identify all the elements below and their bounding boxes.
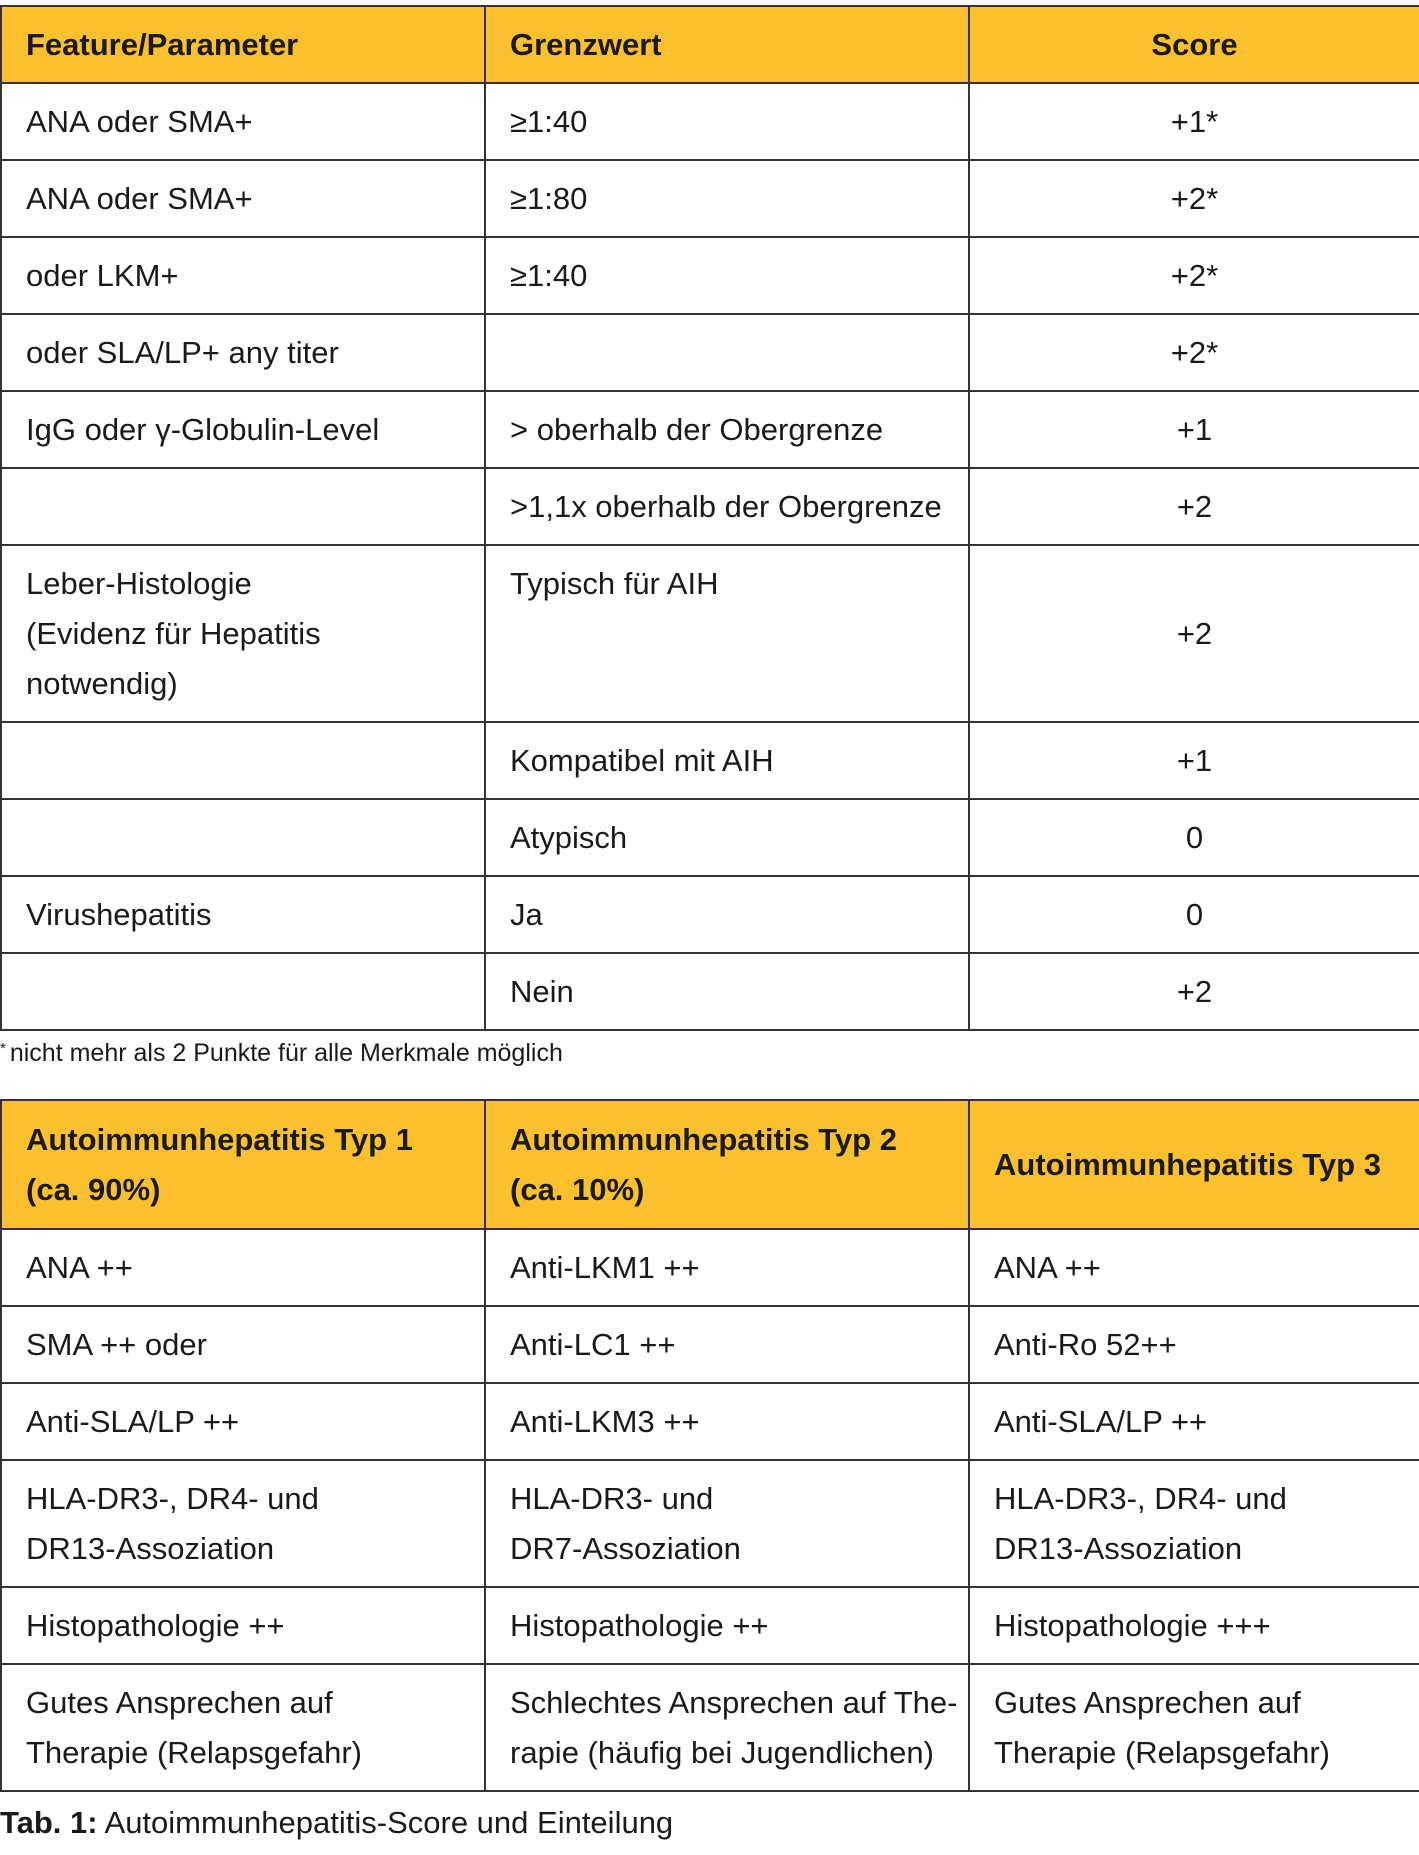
typ-3-cell: Histopathologie +++ bbox=[969, 1587, 1419, 1664]
header-typ-1: Autoimmunhepatitis Typ 1 (ca. 90%) bbox=[1, 1100, 485, 1229]
score-cell: +1 bbox=[969, 722, 1419, 799]
score-cell: +2* bbox=[969, 314, 1419, 391]
table-row bbox=[1, 545, 1419, 722]
typ-2-cell: Anti-LC1 ++ bbox=[485, 1306, 969, 1383]
typ-1-cell: Gutes Ansprechen auf Therapie (Relapsgefahr) bbox=[1, 1664, 485, 1791]
score-cell: 0 bbox=[969, 799, 1419, 876]
grenzwert-cell: Kompatibel mit AIH bbox=[485, 722, 969, 799]
table-row bbox=[1, 953, 1419, 1030]
table-row bbox=[1, 1587, 1419, 1664]
grenzwert-cell: >1,1x oberhalb der Obergrenze bbox=[485, 468, 969, 545]
grenzwert-cell: ≥1:40 bbox=[485, 83, 969, 160]
typ-2-cell: HLA-DR3- und DR7-Assoziation bbox=[485, 1460, 969, 1587]
table-row bbox=[1, 722, 1419, 799]
footnote-text: nicht mehr als 2 Punkte für alle Merkmale möglich bbox=[9, 1039, 563, 1067]
header-typ-2: Autoimmunhepatitis Typ 2 (ca. 10%) bbox=[485, 1100, 969, 1229]
feature-cell: oder LKM+ bbox=[1, 237, 485, 314]
typ-3-cell: ANA ++ bbox=[969, 1229, 1419, 1306]
feature-cell bbox=[1, 953, 485, 1030]
typ-2-cell: Anti-LKM3 ++ bbox=[485, 1383, 969, 1460]
typ-2-cell: Anti-LKM1 ++ bbox=[485, 1229, 969, 1306]
score-cell: +2* bbox=[969, 160, 1419, 237]
table-row bbox=[1, 1306, 1419, 1383]
feature-cell: Leber-Histologie (Evidenz für Hepatitis notwendig) bbox=[1, 545, 485, 722]
table-row bbox=[1, 1383, 1419, 1460]
typ-2-cell: Schlechtes Ansprechen auf The- rapie (häufig bei Jugendlichen) bbox=[485, 1664, 969, 1791]
feature-cell: ANA oder SMA+ bbox=[1, 160, 485, 237]
header-feature: Feature/Parameter bbox=[1, 6, 485, 83]
table-row bbox=[1, 1460, 1419, 1587]
grenzwert-cell: Atypisch bbox=[485, 799, 969, 876]
feature-cell: ANA oder SMA+ bbox=[1, 83, 485, 160]
typ-3-cell: Gutes Ansprechen auf Therapie (Relapsgefahr) bbox=[969, 1664, 1419, 1791]
typ-1-cell: Anti-SLA/LP ++ bbox=[1, 1383, 485, 1460]
score-cell: +2* bbox=[969, 237, 1419, 314]
typ-1-cell: HLA-DR3-, DR4- und DR13-Assoziation bbox=[1, 1460, 485, 1587]
types-table-header-row bbox=[1, 1100, 1419, 1229]
score-cell: +1* bbox=[969, 83, 1419, 160]
feature-cell bbox=[1, 722, 485, 799]
header-score: Score bbox=[969, 6, 1419, 83]
table-row bbox=[1, 468, 1419, 545]
footnote-marker: * bbox=[0, 1040, 6, 1057]
score-table bbox=[0, 5, 1419, 1031]
score-cell: 0 bbox=[969, 876, 1419, 953]
header-typ-3: Autoimmunhepatitis Typ 3 bbox=[969, 1100, 1419, 1229]
typ-3-cell: Anti-Ro 52++ bbox=[969, 1306, 1419, 1383]
table-row bbox=[1, 160, 1419, 237]
feature-cell: IgG oder γ-Globulin-Level bbox=[1, 391, 485, 468]
grenzwert-cell: ≥1:40 bbox=[485, 237, 969, 314]
caption-text: Autoimmunhepatitis-Score und Einteilung bbox=[104, 1805, 674, 1840]
table-row bbox=[1, 314, 1419, 391]
grenzwert-cell: Ja bbox=[485, 876, 969, 953]
caption-label: Tab. 1: bbox=[0, 1805, 98, 1840]
score-table-header-row bbox=[1, 6, 1419, 83]
table-row bbox=[1, 237, 1419, 314]
typ-2-cell: Histopathologie ++ bbox=[485, 1587, 969, 1664]
typ-1-cell: Histopathologie ++ bbox=[1, 1587, 485, 1664]
table-row bbox=[1, 391, 1419, 468]
grenzwert-cell: Nein bbox=[485, 953, 969, 1030]
grenzwert-cell bbox=[485, 314, 969, 391]
types-table bbox=[0, 1099, 1419, 1792]
table-row bbox=[1, 1664, 1419, 1791]
score-cell: +2 bbox=[969, 953, 1419, 1030]
typ-1-cell: ANA ++ bbox=[1, 1229, 485, 1306]
feature-cell bbox=[1, 799, 485, 876]
feature-cell: Virushepatitis bbox=[1, 876, 485, 953]
table-caption bbox=[0, 1803, 673, 1843]
typ-1-cell: SMA ++ oder bbox=[1, 1306, 485, 1383]
grenzwert-cell: > oberhalb der Obergrenze bbox=[485, 391, 969, 468]
table-row bbox=[1, 876, 1419, 953]
score-cell: +2 bbox=[969, 545, 1419, 722]
footnote bbox=[0, 1037, 563, 1069]
table-row bbox=[1, 83, 1419, 160]
score-cell: +2 bbox=[969, 468, 1419, 545]
typ-3-cell: HLA-DR3-, DR4- und DR13-Assoziation bbox=[969, 1460, 1419, 1587]
typ-3-cell: Anti-SLA/LP ++ bbox=[969, 1383, 1419, 1460]
table-row bbox=[1, 799, 1419, 876]
feature-cell bbox=[1, 468, 485, 545]
header-grenzwert: Grenzwert bbox=[485, 6, 969, 83]
grenzwert-cell: ≥1:80 bbox=[485, 160, 969, 237]
grenzwert-cell: Typisch für AIH bbox=[485, 545, 969, 722]
feature-cell: oder SLA/LP+ any titer bbox=[1, 314, 485, 391]
table-row bbox=[1, 1229, 1419, 1306]
score-cell: +1 bbox=[969, 391, 1419, 468]
